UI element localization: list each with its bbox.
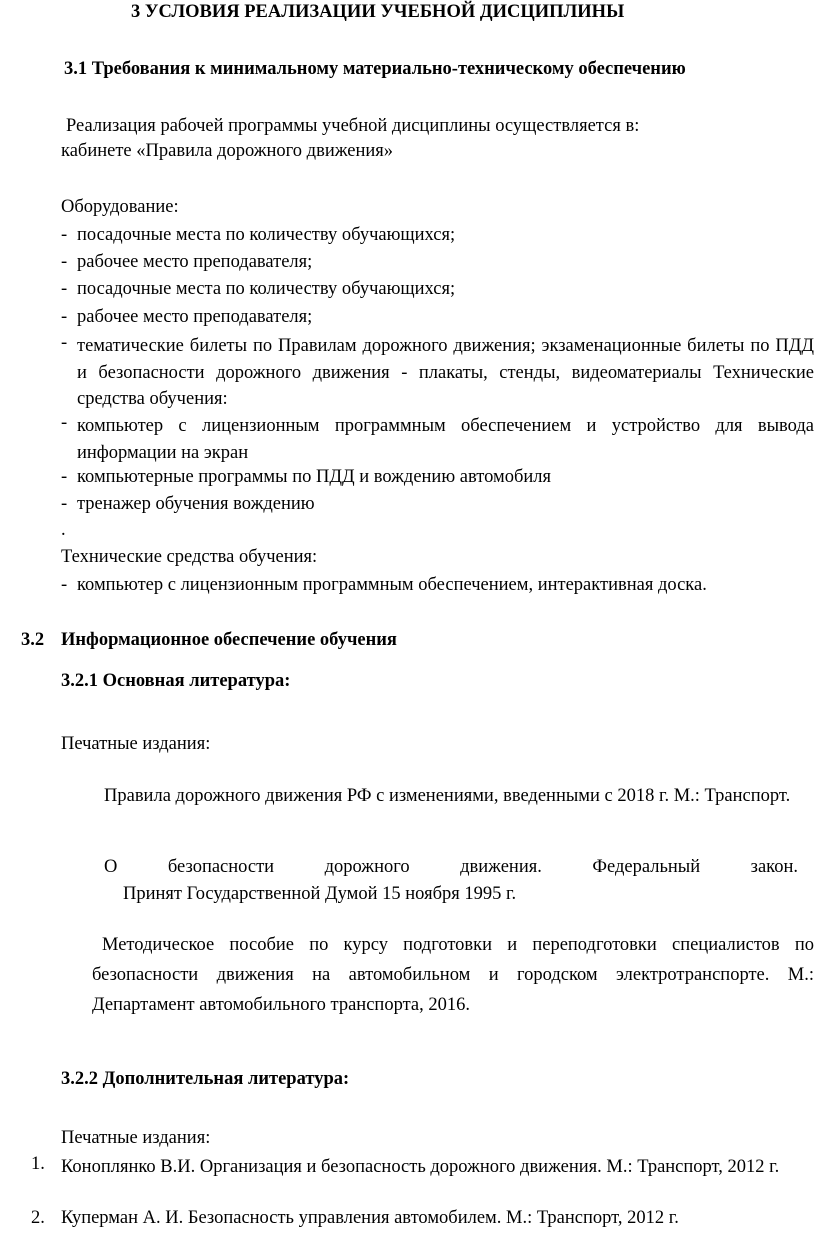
list-item-text: Принят Государственной Думой 15 ноября 1995 г. xyxy=(123,884,517,904)
list-item-text: тренажер обучения вождению xyxy=(77,494,315,514)
list-dash: - xyxy=(61,333,68,353)
list-dash: - xyxy=(61,307,68,327)
page-title: 3 УСЛОВИЯ РЕАЛИЗАЦИИ УЧЕБНОЙ ДИСЦИПЛИНЫ xyxy=(131,2,625,22)
list-dash: - xyxy=(61,467,68,487)
stray-dot: . xyxy=(61,520,66,540)
equipment-label: Оборудование: xyxy=(61,197,179,217)
list-number: 1. xyxy=(31,1154,45,1174)
list-item-text: компьютер с лицензионным программным обеспечением и устройство для вывода информации на экран xyxy=(77,416,814,463)
extra-lit-label: Печатные издания: xyxy=(61,1128,211,1148)
list-item-text: рабочее место преподавателя; xyxy=(77,252,313,272)
main-lit-label: Печатные издания: xyxy=(61,734,211,754)
list-dash: - xyxy=(61,252,68,272)
list-item-text: посадочные места по количеству обучающихся; xyxy=(77,225,456,245)
list-item-text: Правила дорожного движения РФ с изменениями, введенными с 2018 г. М.: Транспорт. xyxy=(104,786,791,806)
section-3-1-heading: 3.1 Требования к минимальному материально-техническому обеспечению xyxy=(64,59,686,79)
list-item-text: Куперман А. И. Безопасность управления автомобилем. М.: Транспорт, 2012 г. xyxy=(61,1208,679,1228)
list-item-text: компьютерные программы по ПДД и вождению автомобиля xyxy=(77,467,552,487)
intro-line-2: кабинете «Правила дорожного движения» xyxy=(61,141,394,161)
list-dash: - xyxy=(61,575,68,595)
list-item-text: Методическое пособие по курсу подготовки и переподготовки специалистов по безопасности движения на автомобильном и городском электротранспорте. М.: Департамент автомобильного транспорта, 2016. xyxy=(92,935,814,1015)
list-dash: - xyxy=(61,279,68,299)
section-3-2-1-heading: 3.2.1 Основная литература: xyxy=(61,671,291,691)
section-3-2-heading: Информационное обеспечение обучения xyxy=(61,630,397,650)
list-item-text: О безопасности дорожного движения. Федеральный закон. xyxy=(104,857,798,877)
intro-line-1: Реализация рабочей программы учебной дисциплины осуществляется в: xyxy=(66,116,640,136)
list-item-text: посадочные места по количеству обучающихся; xyxy=(77,279,456,299)
list-dash: - xyxy=(61,494,68,514)
list-item-text: тематические билеты по Правилам дорожного движения; экзаменационные билеты по ПДД и безопасности дорожного движения - плакаты, стенды, видеоматериалы Технические средства обучения: xyxy=(77,336,814,409)
list-item-text: Коноплянко В.И. Организация и безопасность дорожного движения. М.: Транспорт, 2012 г. xyxy=(61,1157,780,1177)
list-number: 2. xyxy=(31,1208,45,1228)
section-3-2-number: 3.2 xyxy=(21,630,45,650)
tech-label: Технические средства обучения: xyxy=(61,547,318,567)
list-item-text: компьютер с лицензионным программным обеспечением, интерактивная доска. xyxy=(77,575,707,595)
list-item-text: рабочее место преподавателя; xyxy=(77,307,313,327)
list-dash: - xyxy=(61,225,68,245)
section-3-2-2-heading: 3.2.2 Дополнительная литература: xyxy=(61,1069,350,1089)
list-dash: - xyxy=(61,413,68,433)
